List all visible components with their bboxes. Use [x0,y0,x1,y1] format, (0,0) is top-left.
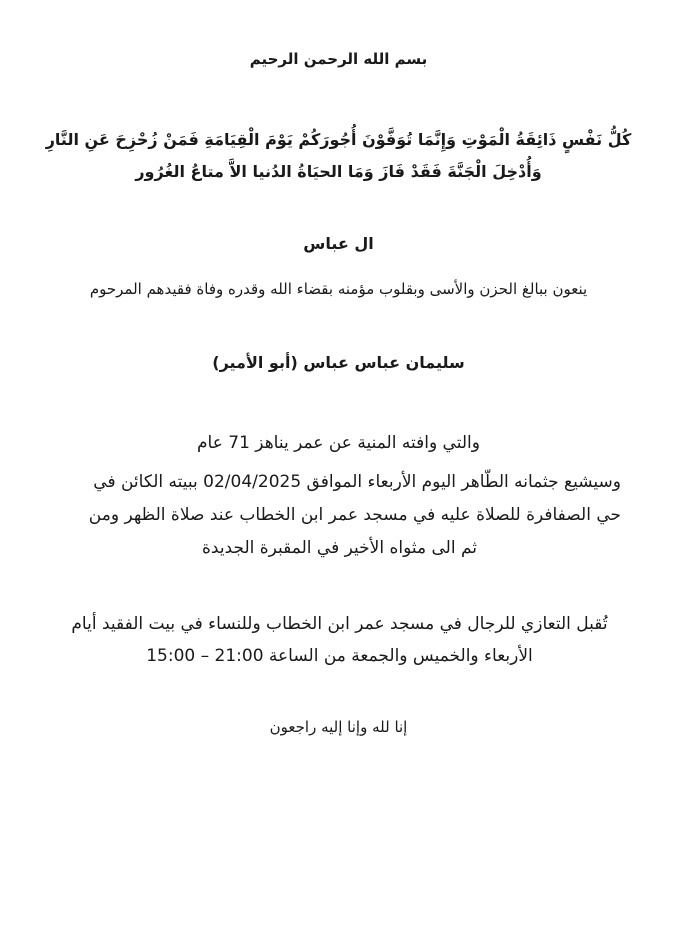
funeral-line-2: حي الصفافرة للصلاة عليه في مسجد عمر ابن الخطاب عند صلاة الظهر ومن [88,505,621,525]
verse-line-1: كُلُّ نَفْسٍ ذَائِقَةُ الْمَوْتِ وَإِنَّمَا تُوَفَّوْنَ أُجُورَكُمْ يَوْمَ الْقِيَامَةِ فَمَنْ زُحْزِحَ عَنِ النَّارِ [45,130,632,149]
condolence-line-1: تُقبل التعازي للرجال في مسجد عمر ابن الخطاب وللنساء في بيت الفقيد أيام [71,614,608,634]
condolence-line-2: الأربعاء والخميس والجمعة من الساعة 21:00 – 15:00 [146,646,533,666]
verse-line-2: وَأُدْخِلَ الْجَنَّةَ فَقَدْ فَازَ وَمَا الحيَاةُ الدُنيا الاَّ متاعُ الغُرُور [135,162,542,181]
family-name: ال عباس [303,234,374,253]
age-statement: والتي وافته المنية عن عمر يناهز 71 عام [197,433,480,453]
closing-phrase: إنا لله وإنا إليه راجعون [269,718,408,736]
basmala-heading: بسم الله الرحمن الرحيم [249,50,428,68]
deceased-name: سليمان عباس عباس (أبو الأمير) [212,353,465,372]
funeral-details [58,466,621,565]
quran-verse [38,124,639,188]
funeral-line-3: ثم الى مثواه الأخير في المقبرة الجديدة [201,538,478,558]
funeral-line-1: وسيشيع جثمانه الطّاهر اليوم الأربعاء الموافق 02/04/2025 ببيته الكائن في [93,472,621,492]
mourning-announcement: ينعون ببالغ الحزن والأسى وبقلوب مؤمنه بقضاء الله وقدره وفاة فقيدهم المرحوم [89,280,588,298]
condolence-details [60,608,619,672]
